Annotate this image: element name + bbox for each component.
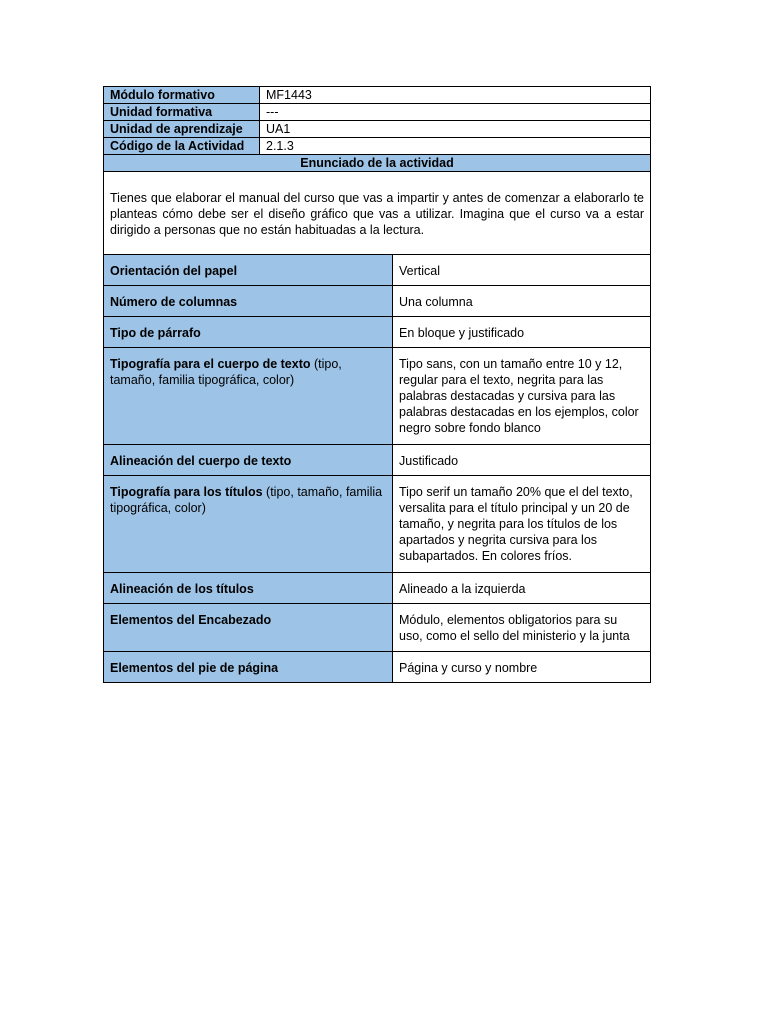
meta-value: UA1 — [260, 121, 651, 138]
row-label-bold: Tipografía para los títulos — [110, 485, 263, 499]
row-label — [104, 255, 393, 286]
row-value: Vertical — [393, 255, 651, 286]
row-label — [104, 445, 393, 476]
table-row — [104, 445, 651, 476]
meta-label: Módulo formativo — [104, 87, 260, 104]
row-label — [104, 573, 393, 604]
section-header-row — [104, 155, 651, 172]
table-row — [104, 573, 651, 604]
activity-statement: Tienes que elaborar el manual del curso que vas a impartir y antes de comenzar a elaborarlo te planteas cómo debe ser el diseño gráfico que vas a utilizar. Imagina que el curso va a estar dirigido a personas que no están habituadas a la lectura. — [104, 172, 651, 255]
table-row — [104, 604, 651, 652]
row-label-bold: Tipo de párrafo — [110, 326, 201, 340]
meta-value: 2.1.3 — [260, 138, 651, 155]
row-label-bold: Orientación del papel — [110, 264, 238, 278]
table-row — [104, 348, 651, 445]
table-row — [104, 255, 651, 286]
meta-row-modulo — [104, 87, 651, 104]
row-label-bold: Elementos del pie de página — [110, 661, 279, 675]
section-header: Enunciado de la actividad — [104, 155, 651, 172]
row-label-bold: Elementos del Encabezado — [110, 613, 272, 627]
row-label-bold: Alineación de los títulos — [110, 582, 254, 596]
meta-row-codigo — [104, 138, 651, 155]
row-value: Página y curso y nombre — [393, 652, 651, 683]
meta-label: Unidad formativa — [104, 104, 260, 121]
row-label — [104, 317, 393, 348]
row-label — [104, 652, 393, 683]
table-row — [104, 317, 651, 348]
table-row — [104, 286, 651, 317]
meta-row-unidad-aprendizaje — [104, 121, 651, 138]
row-value: Tipo serif un tamaño 20% que el del texto, versalita para el título principal y un 20 de tamaño, y negrita para los títulos de los apartados y negrita cursiva para los subapartados. En colores fríos. — [393, 476, 651, 573]
meta-value: MF1443 — [260, 87, 651, 104]
meta-label: Unidad de aprendizaje — [104, 121, 260, 138]
row-label — [104, 286, 393, 317]
activity-document — [103, 86, 651, 683]
row-label — [104, 604, 393, 652]
row-label-note: (tipo, tamaño, familia tipográfica, color) — [110, 485, 383, 515]
row-label-bold: Alineación del cuerpo de texto — [110, 454, 292, 468]
row-value: En bloque y justificado — [393, 317, 651, 348]
row-label — [104, 476, 393, 573]
row-label-bold: Número de columnas — [110, 295, 238, 309]
row-label-note: (tipo, tamaño, familia tipográfica, color) — [110, 357, 342, 387]
design-table — [103, 254, 651, 683]
row-value: Alineado a la izquierda — [393, 573, 651, 604]
row-value: Tipo sans, con un tamaño entre 10 y 12, regular para el texto, negrita para las palabras destacadas y cursiva para las palabras destacadas en los ejemplos, color negro sobre fondo blanco — [393, 348, 651, 445]
row-label-bold: Tipografía para el cuerpo de texto — [110, 357, 311, 371]
row-value: Módulo, elementos obligatorios para su uso, como el sello del ministerio y la junta — [393, 604, 651, 652]
table-row — [104, 652, 651, 683]
meta-value: --- — [260, 104, 651, 121]
meta-label: Código de la Actividad — [104, 138, 260, 155]
meta-table — [103, 86, 651, 255]
row-value: Una columna — [393, 286, 651, 317]
row-label — [104, 348, 393, 445]
table-row — [104, 476, 651, 573]
meta-row-unidad-formativa — [104, 104, 651, 121]
statement-row — [104, 172, 651, 255]
row-value: Justificado — [393, 445, 651, 476]
